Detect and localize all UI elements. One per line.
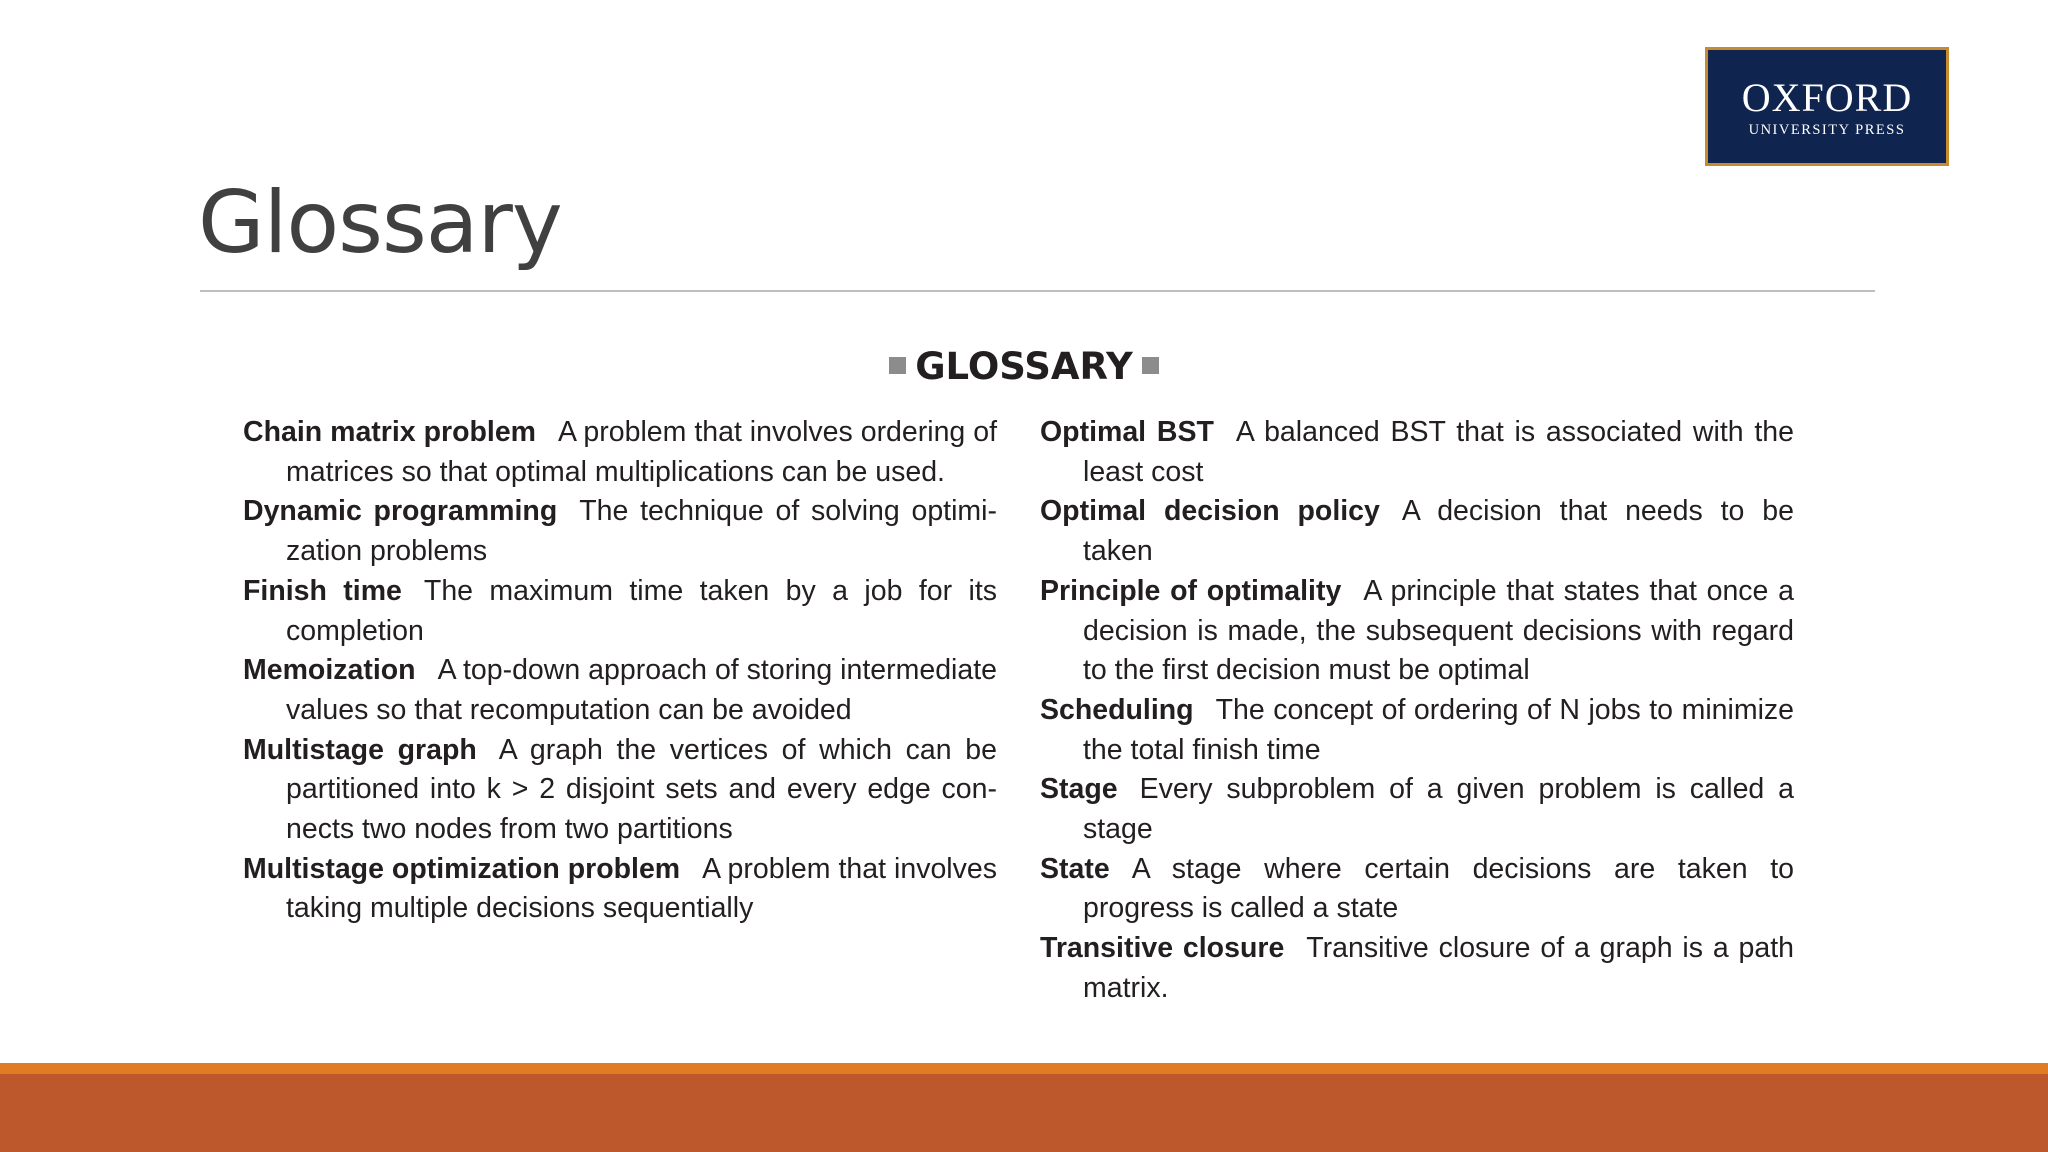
glossary-entry — [1040, 492, 1794, 571]
glossary-entry — [243, 850, 997, 929]
glossary-entry — [243, 572, 997, 651]
glossary-term: Optimal decision policy — [1040, 495, 1380, 528]
glossary-definition: The technique of solving optimi-zation problems — [286, 495, 997, 568]
glossary-definition: A decision that needs to be taken — [1083, 495, 1794, 568]
glossary-column-left — [243, 413, 997, 929]
glossary-definition: A principle that states that once a decision is made, the subsequent decisions with regard to the first decision must be optimal — [1083, 574, 1794, 687]
glossary-definition: A graph the vertices of which can be partitioned into k > 2 disjoint sets and every edge con-nects two nodes from two partitions — [286, 733, 997, 846]
glossary-term: Chain matrix problem — [243, 416, 537, 448]
footer-bar — [0, 1074, 2048, 1152]
glossary-entry — [1040, 572, 1794, 691]
logo-main-text: OXFORD — [1741, 75, 1913, 120]
glossary-entry — [1040, 850, 1794, 929]
glossary-term: Scheduling — [1040, 693, 1194, 726]
glossary-definition: Every subproblem of a given problem is called a stage — [1083, 773, 1794, 846]
glossary-term: Memoization — [243, 654, 416, 687]
glossary-term: Transitive closure — [1040, 932, 1285, 965]
glossary-definition: The maximum time taken by a job for its completion — [286, 574, 998, 647]
glossary-entry — [243, 492, 997, 571]
glossary-entry — [1040, 691, 1794, 770]
glossary-term: Finish time — [243, 574, 402, 607]
glossary-heading-text: GLOSSARY — [915, 345, 1133, 388]
glossary-column-right — [1040, 413, 1794, 1009]
footer-accent-stripe — [0, 1063, 2048, 1074]
glossary-term: State — [1040, 852, 1110, 885]
glossary-entry — [1040, 770, 1794, 849]
glossary-entry — [243, 413, 997, 492]
glossary-definition: A stage where certain decisions are taken to progress is called a state — [1083, 852, 1794, 925]
glossary-definition: A problem that involves ordering of matrices so that optimal multiplications can be used. — [286, 416, 997, 488]
square-bullet-icon — [889, 357, 906, 374]
glossary-entry — [1040, 413, 1794, 492]
glossary-term: Multistage graph — [243, 733, 477, 766]
glossary-term: Principle of optimality — [1040, 574, 1342, 607]
glossary-heading — [0, 342, 2048, 392]
glossary-term: Optimal BST — [1040, 416, 1214, 448]
glossary-entry — [1040, 929, 1794, 1008]
oxford-university-press-logo — [1705, 47, 1949, 166]
glossary-definition: Transitive closure of a graph is a path matrix. — [1083, 932, 1794, 1004]
slide-title: Glossary — [198, 173, 562, 273]
square-bullet-icon — [1142, 357, 1159, 374]
logo-sub-text: UNIVERSITY PRESS — [1748, 122, 1906, 138]
glossary-entry — [243, 651, 997, 730]
glossary-definition: A top-down approach of storing intermediate values so that recomputation can be avoided — [286, 654, 997, 726]
glossary-definition: The concept of ordering of N jobs to minimize the total finish time — [1083, 693, 1794, 766]
glossary-term: Stage — [1040, 773, 1118, 806]
glossary-term: Multistage optimization problem — [243, 852, 681, 885]
glossary-definition: A balanced BST that is associated with the least cost — [1083, 416, 1794, 488]
glossary-entry — [243, 731, 997, 850]
glossary-definition: A problem that involves taking multiple decisions sequentially — [286, 852, 997, 925]
glossary-term: Dynamic programming — [243, 495, 558, 528]
title-divider — [200, 290, 1875, 292]
